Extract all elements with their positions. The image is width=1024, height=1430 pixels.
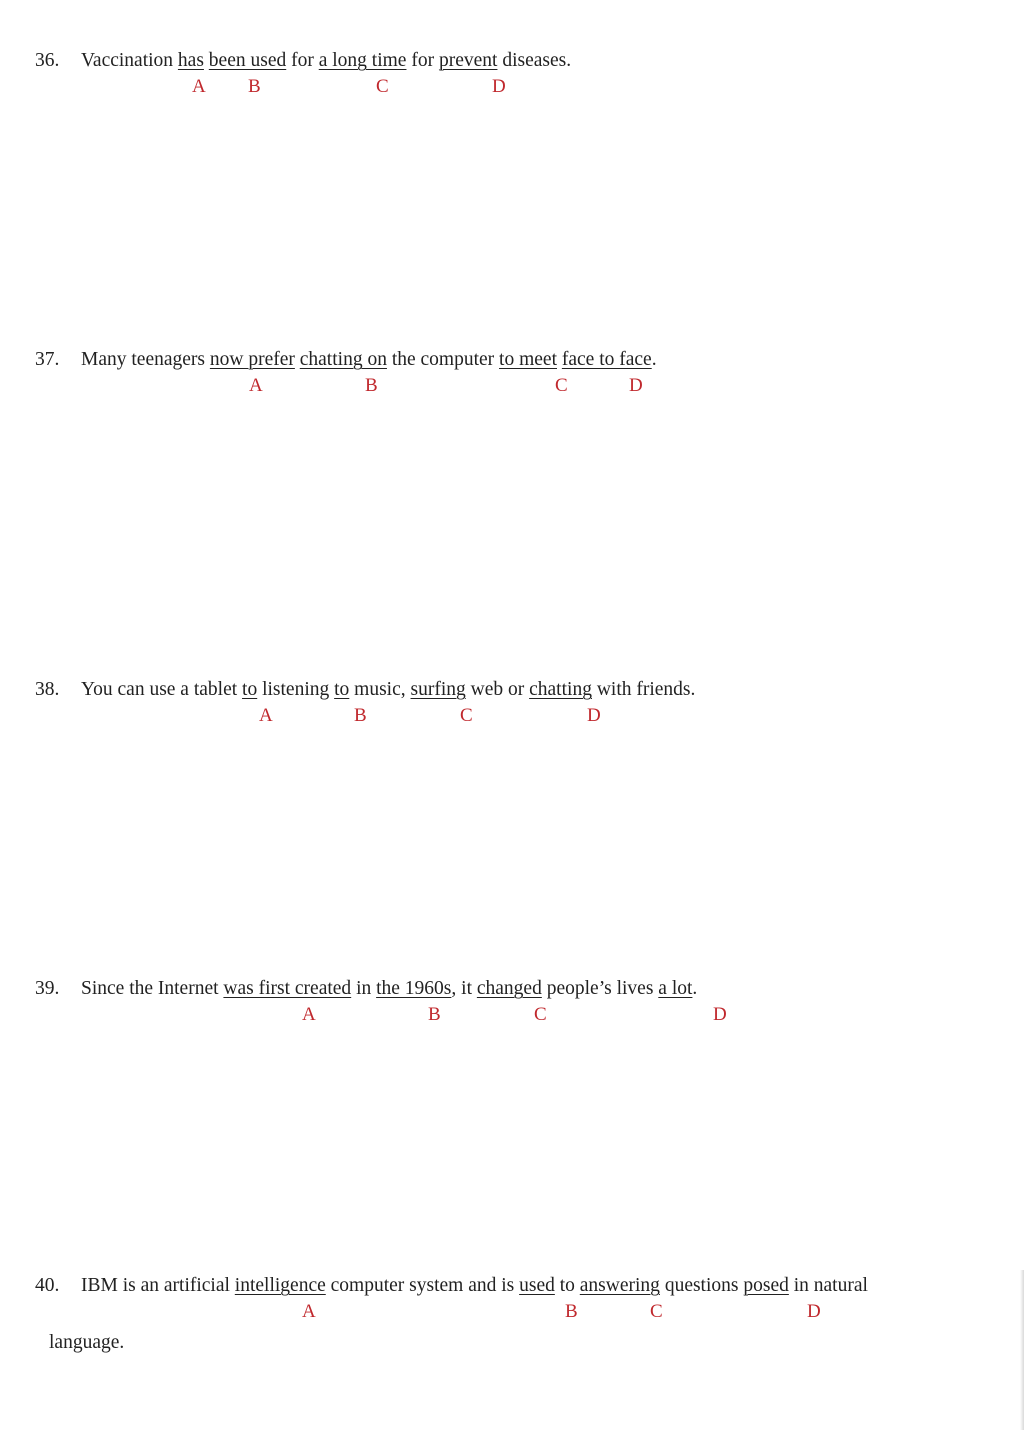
question-sentence	[35, 1275, 868, 1297]
sentence-text: .	[651, 349, 657, 370]
option-letter-a: A	[259, 705, 273, 726]
sentence-text: Vaccination	[81, 50, 178, 71]
option-b-underlined: chatting on	[299, 349, 387, 370]
option-letter-b: B	[365, 375, 378, 396]
option-letter-c: C	[650, 1301, 663, 1322]
option-b-underlined: the 1960s	[376, 978, 452, 999]
question-sentence	[35, 978, 697, 1000]
sentence-text: in natural	[788, 1275, 868, 1296]
sentence-text: in	[351, 978, 377, 999]
sentence-text: questions	[659, 1275, 744, 1296]
option-letter-a: A	[249, 375, 263, 396]
sentence-text: Since the Internet	[81, 978, 224, 999]
sentence-text: , it	[451, 978, 477, 999]
sentence-text: the computer	[386, 349, 500, 370]
option-letter-c: C	[534, 1004, 547, 1025]
sentence-text: music,	[349, 679, 411, 700]
option-letter-d: D	[629, 375, 643, 396]
option-letter-a: A	[302, 1301, 316, 1322]
page-edge-shadow	[1020, 1270, 1024, 1430]
option-letter-b: B	[248, 76, 261, 97]
question-number: 36.	[35, 50, 60, 71]
option-d-underlined: prevent	[438, 50, 498, 71]
option-letter-a: A	[192, 76, 206, 97]
question-37	[35, 349, 1004, 396]
sentence-text: You can use a tablet	[81, 679, 243, 700]
option-letter-b: B	[428, 1004, 441, 1025]
option-d-underlined: posed	[743, 1275, 789, 1296]
option-c-underlined: to meet	[499, 349, 557, 370]
question-number: 37.	[35, 349, 60, 370]
option-letter-c: C	[460, 705, 473, 726]
option-d-underlined: chatting	[529, 679, 592, 700]
option-b-underlined: been used	[208, 50, 287, 71]
option-letter-d: D	[807, 1301, 821, 1322]
sentence-text: to	[554, 1275, 580, 1296]
option-d-underlined: a lot	[658, 978, 693, 999]
sentence-text: Many teenagers	[81, 349, 210, 370]
option-b-underlined: to	[334, 679, 350, 700]
option-letter-b: B	[565, 1301, 578, 1322]
sentence-text: computer system and is	[325, 1275, 520, 1296]
option-d-underlined: face to face	[561, 349, 652, 370]
option-c-underlined: changed	[476, 978, 542, 999]
question-36	[35, 50, 1004, 97]
option-a-underlined: intelligence	[234, 1275, 326, 1296]
question-38	[35, 679, 1004, 726]
option-letter-d: D	[587, 705, 601, 726]
option-letter-b: B	[354, 705, 367, 726]
option-letter-c: C	[555, 375, 568, 396]
sentence-text: for	[406, 50, 439, 71]
option-letter-d: D	[713, 1004, 727, 1025]
option-a-underlined: was first created	[223, 978, 352, 999]
sentence-text: .	[692, 978, 698, 999]
question-39	[35, 978, 1004, 1025]
sentence-text: web or	[465, 679, 530, 700]
question-40-continuation: language.	[49, 1332, 125, 1353]
question-sentence	[35, 679, 695, 701]
option-b-underlined: used	[519, 1275, 555, 1296]
sentence-text: IBM is an artificial	[81, 1275, 235, 1296]
question-number: 39.	[35, 978, 60, 999]
question-sentence	[35, 349, 657, 371]
option-letter-a: A	[302, 1004, 316, 1025]
option-a-underlined: to	[242, 679, 258, 700]
question-number: 38.	[35, 679, 60, 700]
sentence-text: listening	[257, 679, 335, 700]
option-a-underlined: has	[177, 50, 204, 71]
sentence-text: for	[286, 50, 319, 71]
option-c-underlined: answering	[579, 1275, 660, 1296]
option-letter-d: D	[492, 76, 506, 97]
question-40	[35, 1275, 1004, 1322]
question-sentence	[35, 50, 571, 72]
question-number: 40.	[35, 1275, 60, 1296]
option-a-underlined: now prefer	[209, 349, 295, 370]
sentence-text: with friends.	[591, 679, 696, 700]
sentence-text: people’s lives	[541, 978, 659, 999]
sentence-text: diseases.	[497, 50, 572, 71]
option-c-underlined: surfing	[410, 679, 466, 700]
option-letter-c: C	[376, 76, 389, 97]
option-c-underlined: a long time	[318, 50, 407, 71]
